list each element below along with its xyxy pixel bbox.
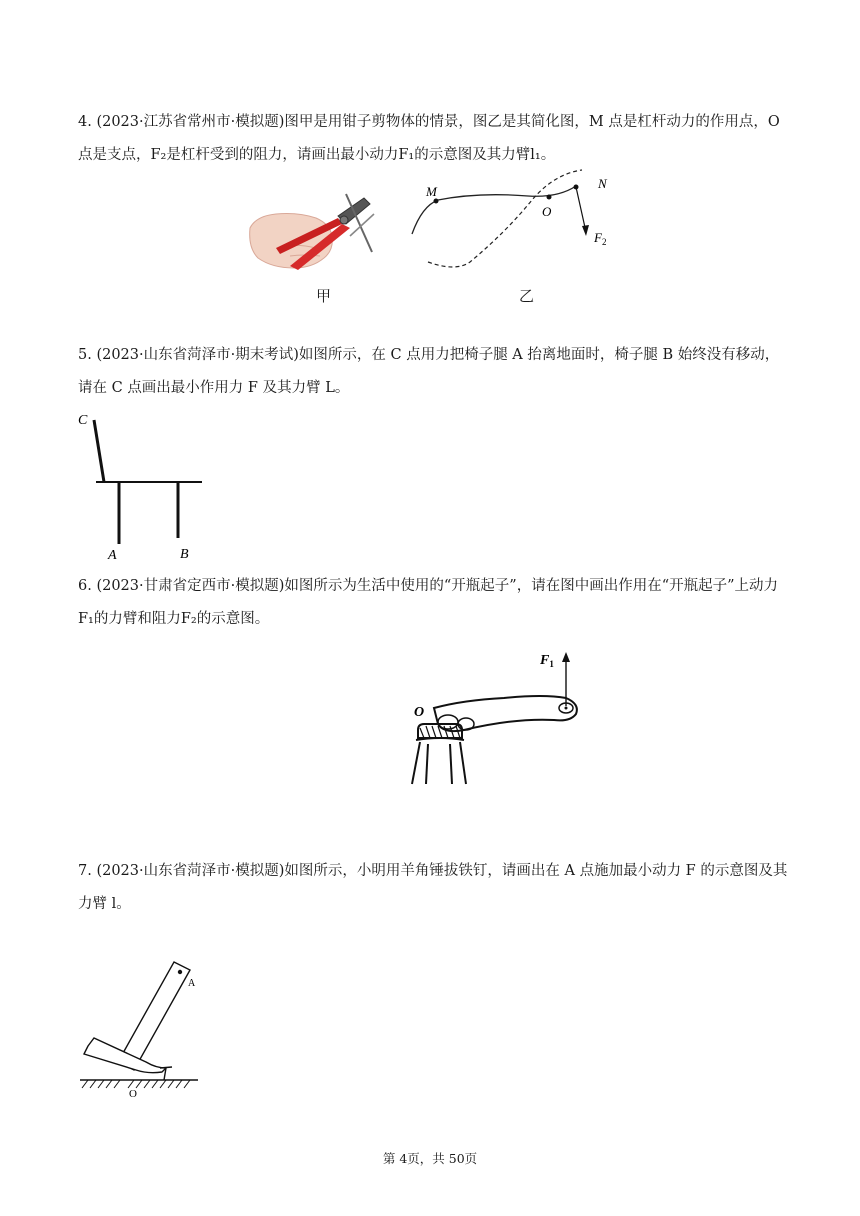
- label-O: O: [542, 204, 552, 219]
- question-5-text: 如图所示，在 C 点用力把椅子腿 A 抬离地面时，椅子腿 B 始终没有移动，请在 C 点画出最小作用力 F 及其力臂 L。: [78, 347, 780, 396]
- label-F: F: [540, 653, 550, 668]
- label-O: O: [414, 705, 425, 720]
- pliers-photo: [246, 188, 376, 274]
- question-7-number: 7.: [78, 863, 92, 879]
- question-5: [78, 339, 788, 405]
- label-B: B: [180, 547, 189, 562]
- bottle-opener-diagram: [404, 644, 594, 790]
- question-4-source: (2023·江苏省常州市·模拟题): [96, 114, 285, 130]
- question-5-source: (2023·山东省菏泽市·期末考试): [96, 347, 299, 363]
- question-5-number: 5.: [78, 347, 92, 363]
- question-6-source: (2023·甘肃省定西市·模拟题): [96, 578, 285, 594]
- question-6-text: 如图所示为生活中使用的“开瓶起子”，请在图中画出作用在“开瓶起子”上动力F₁的力臂和阻力F₂的示意图。: [78, 578, 779, 627]
- question-6: [78, 570, 788, 636]
- label-F: F: [594, 230, 602, 245]
- figure-a-caption: 甲: [316, 287, 332, 305]
- question-7-text: 如图所示，小明用羊角锤拔铁钉，请画出在 A 点施加最小动力 F 的示意图及其力臂 l。: [78, 863, 788, 912]
- label-A: A: [188, 978, 196, 989]
- label-O: O: [129, 1088, 137, 1100]
- label-M: M: [426, 184, 437, 199]
- page-footer: 第 4页，共 50页: [382, 1151, 478, 1166]
- label-F-sub: 2: [601, 237, 607, 247]
- claw-hammer-diagram: [74, 958, 204, 1104]
- figure-b-caption: 乙: [519, 287, 535, 305]
- label-F-sub: 1: [549, 659, 554, 669]
- question-7-source: (2023·山东省菏泽市·模拟题): [96, 863, 285, 879]
- label-A: A: [108, 548, 117, 563]
- lever-diagram-b: [408, 166, 628, 276]
- label-N: N: [598, 176, 607, 191]
- question-4-number: 4.: [78, 114, 92, 130]
- question-4-text: 图甲是用钳子剪物体的情景，图乙是其简化图，M 点是杠杆动力的作用点，O 点是支点，F₂是杠杆受到的阻力，请画出最小动力F₁的示意图及其力臂l₁。: [78, 114, 780, 163]
- question-4: [78, 106, 788, 172]
- question-7: [78, 855, 788, 921]
- label-C: C: [78, 413, 88, 428]
- question-6-number: 6.: [78, 578, 92, 594]
- chair-diagram: [74, 406, 214, 566]
- svg-text:F2: [593, 230, 606, 247]
- svg-text:F1: [539, 653, 554, 669]
